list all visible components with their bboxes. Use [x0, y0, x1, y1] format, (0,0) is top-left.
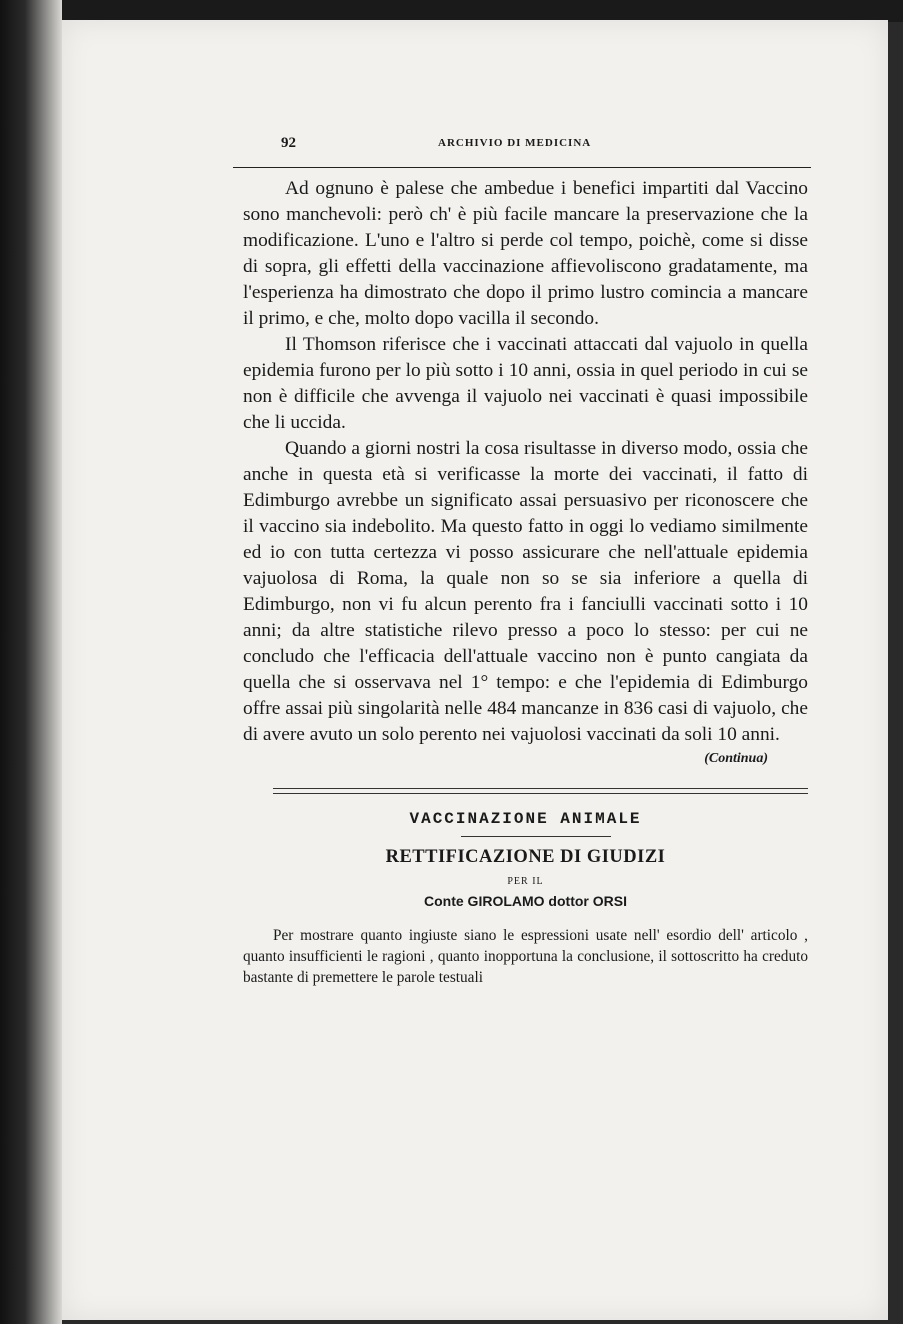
article-author: Conte GIROLAMO dottor ORSI	[424, 893, 627, 909]
running-head: ARCHIVIO DI MEDICINA	[438, 137, 592, 149]
paragraph-2: Il Thomson riferisce che i vaccinati attaccati dal vajuolo in quella epidemia furono per lo più sotto i 10 anni, ossia in quel periodo in cui se non è difficile che avvenga il vajuolo nei vaccinati è quasi impossibile che li uccida.	[243, 334, 808, 433]
page-header	[243, 135, 808, 161]
article-intro: Per mostrare quanto ingiuste siano le espressioni usate nell' esordio dell' articolo , quanto insufficienti le ragioni , quanto inopportuna la conclusione, il sottoscritto ha creduto bastante di premettere le parole testuali	[243, 927, 808, 986]
paragraph-3: Quando a giorni nostri la cosa risultasse in diverso modo, ossia che anche in questa età si verificasse la morte dei vaccinati, il fatto di Edimburgo avrebbe un significato assai persuasivo per riconoscere che il vaccino sia indebolito. Ma questo fatto in oggi lo vediamo similmente ed io con tutta certezza vi posso assicurare che nell'attuale epidemia vajuolosa di Roma, la quale non so se sia inferiore a quella di Edimburgo, non vi fu alcun perento fra i fanciulli vaccinati sotto i 10 anni; da altre statistiche rilevo presso a poco lo stesso: per cui ne concludo che l'efficacia dell'attuale vaccino non è punto cangiata da quella che si osservava nel 1° tempo: e che l'epidemia di Edimburgo offre assai più singolarità nelle 484 mancanze in 836 casi di vajuolo, che di avere avuto un solo perento nei vajuolosi vaccinati da soli 10 anni.	[243, 438, 808, 745]
paragraph-1: Ad ognuno è palese che ambedue i benefici impartiti dal Vaccino sono manchevoli: però ch' è più facile mancare la preservazione che la modificazione. L'uno e l'altro si perde col tempo, poichè, come si disse di sopra, gli effetti della vaccinazione affievoliscono gradatamente, ma l'esperienza ha dimostrato che dopo il primo lustro comincia a mancare il primo, e che, molto dopo vacilla il secondo.	[243, 178, 808, 329]
header-rule	[233, 167, 811, 168]
article-per-il: PER IL	[507, 876, 544, 887]
scan-left-border	[0, 0, 62, 1324]
page-content	[243, 135, 808, 988]
article-title: RETTIFICAZIONE DI GIUDIZI	[385, 847, 666, 867]
continua-note: (Continua)	[704, 751, 768, 766]
page-number: 92	[281, 135, 296, 151]
section-title-rule	[461, 836, 611, 837]
section-title: VACCINAZIONE ANIMALE	[409, 810, 642, 828]
scan-top-border	[0, 0, 903, 22]
section-divider	[273, 788, 808, 794]
